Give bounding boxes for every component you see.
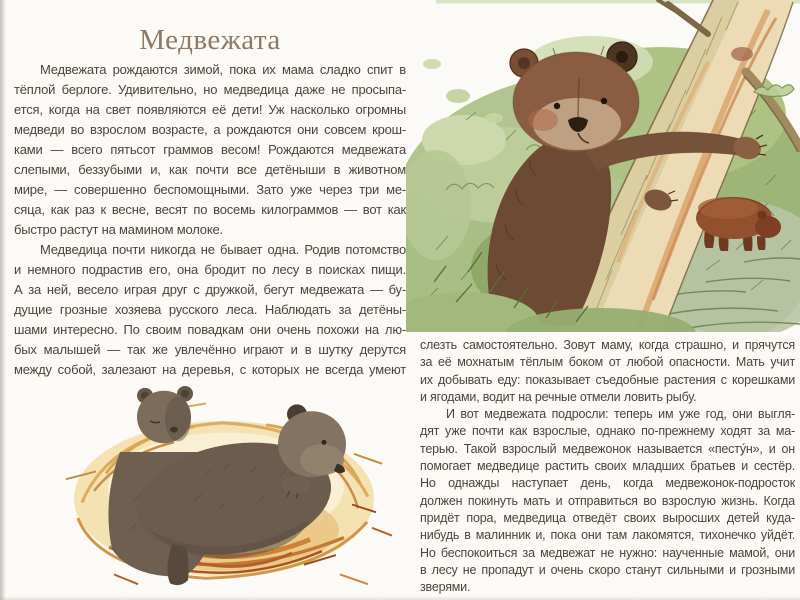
text-line: Но беспокоиться за медвежат не нужно: наученные мамой, они xyxy=(420,545,795,560)
text-line: и ягодами, водит на речные отмели ловить рыбу. xyxy=(420,389,697,404)
text-line: медведи во взрослом возрасте, а рождаются они совсем крош- xyxy=(14,122,406,137)
text-line: ется, когда на свет появляются её дети! Уж насколько огромны xyxy=(14,102,406,117)
text-line: ками — всего пятьсот граммов весом! Рождаются медвежата xyxy=(14,142,406,157)
text-line: в лесу не пропадут и очень скоро станут сильными и грозными xyxy=(420,562,795,577)
left-page xyxy=(14,0,406,600)
text-line: быстро растут на мамином молоке. xyxy=(14,222,223,237)
text-line: помогает медведице растить своих младших братьев и сестёр. xyxy=(420,459,795,474)
paragraph xyxy=(14,60,406,240)
text-line: и немного подрастив его, она бродит по лесу в поисках пищи. xyxy=(14,262,406,277)
text-line: должен покинуть мать и отправиться во взрослую жизнь. Когда xyxy=(420,493,795,508)
paragraph xyxy=(420,337,795,406)
text-line: мире, — совершенно беспомощными. Зато уже через три ме- xyxy=(14,182,406,197)
page-edge-shadow xyxy=(0,0,6,600)
text-line: за её мохнатым тёплым боком от любой опасности. Мать учит xyxy=(420,355,795,370)
text-line: слепыми, беззубыми и, как почти все детёныши в животном xyxy=(14,162,406,177)
text-line: Медвежата рождаются зимой, пока их мама сладко спит в xyxy=(40,62,406,77)
bear-cubs-in-den-illustration xyxy=(54,384,394,590)
text-line: между собой, залезают на деревья, с которых не всегда умеют xyxy=(14,362,406,377)
text-line: дущие грозные хозяева русского леса. Наблюдать за детёны- xyxy=(14,302,406,317)
left-page-text xyxy=(14,60,406,380)
bear-climbing-tree-illustration xyxy=(406,0,800,332)
text-line: И вот медвежата подросли: теперь им уже год, они выгля- xyxy=(446,407,795,422)
text-line: терью. Такой взрослый медвежонок называется «песту́н», и он xyxy=(420,441,795,456)
text-line: придёт пора, медведица отведёт своих выросших детей куда- xyxy=(420,510,795,525)
text-line: дят уже почти как взрослые, однако по-прежнему ходят за ма- xyxy=(420,424,795,439)
right-page-text xyxy=(420,337,795,596)
text-line: нибудь в малинник и, пока они там лакомятся, тихонечко уйдёт. xyxy=(420,528,795,543)
right-page xyxy=(406,0,800,600)
paragraph xyxy=(420,406,795,596)
text-line: Медведица почти никогда не бывает одна. Родив потомство xyxy=(40,242,406,257)
text-line: А за ней, весело играя друг с дружкой, бегут медвежата — бу- xyxy=(14,282,406,297)
text-line: Но однажды наступает день, когда медвежонок-подросток xyxy=(420,476,795,491)
text-line: зверями. xyxy=(420,580,471,595)
text-line: сяца, как раз к весне, весят по восемь килограммов — вот как xyxy=(14,202,406,217)
text-line: тёплой берлоге. Удивительно, но медведица даже не просыпа- xyxy=(14,82,406,97)
text-line: шами интересно. По своим повадкам они очень похожи на лю- xyxy=(14,322,406,337)
text-line: их добывать еду: показывает съедобные растения с корешками xyxy=(420,372,795,387)
page-title: Медвежата xyxy=(139,24,281,56)
text-line: слезть самостоятельно. Зовут маму, когда страшно, и прячутся xyxy=(420,338,795,352)
paragraph xyxy=(14,240,406,380)
text-line: бых малышей — так же увлечённо играют и в шутку дерутся xyxy=(14,342,406,357)
